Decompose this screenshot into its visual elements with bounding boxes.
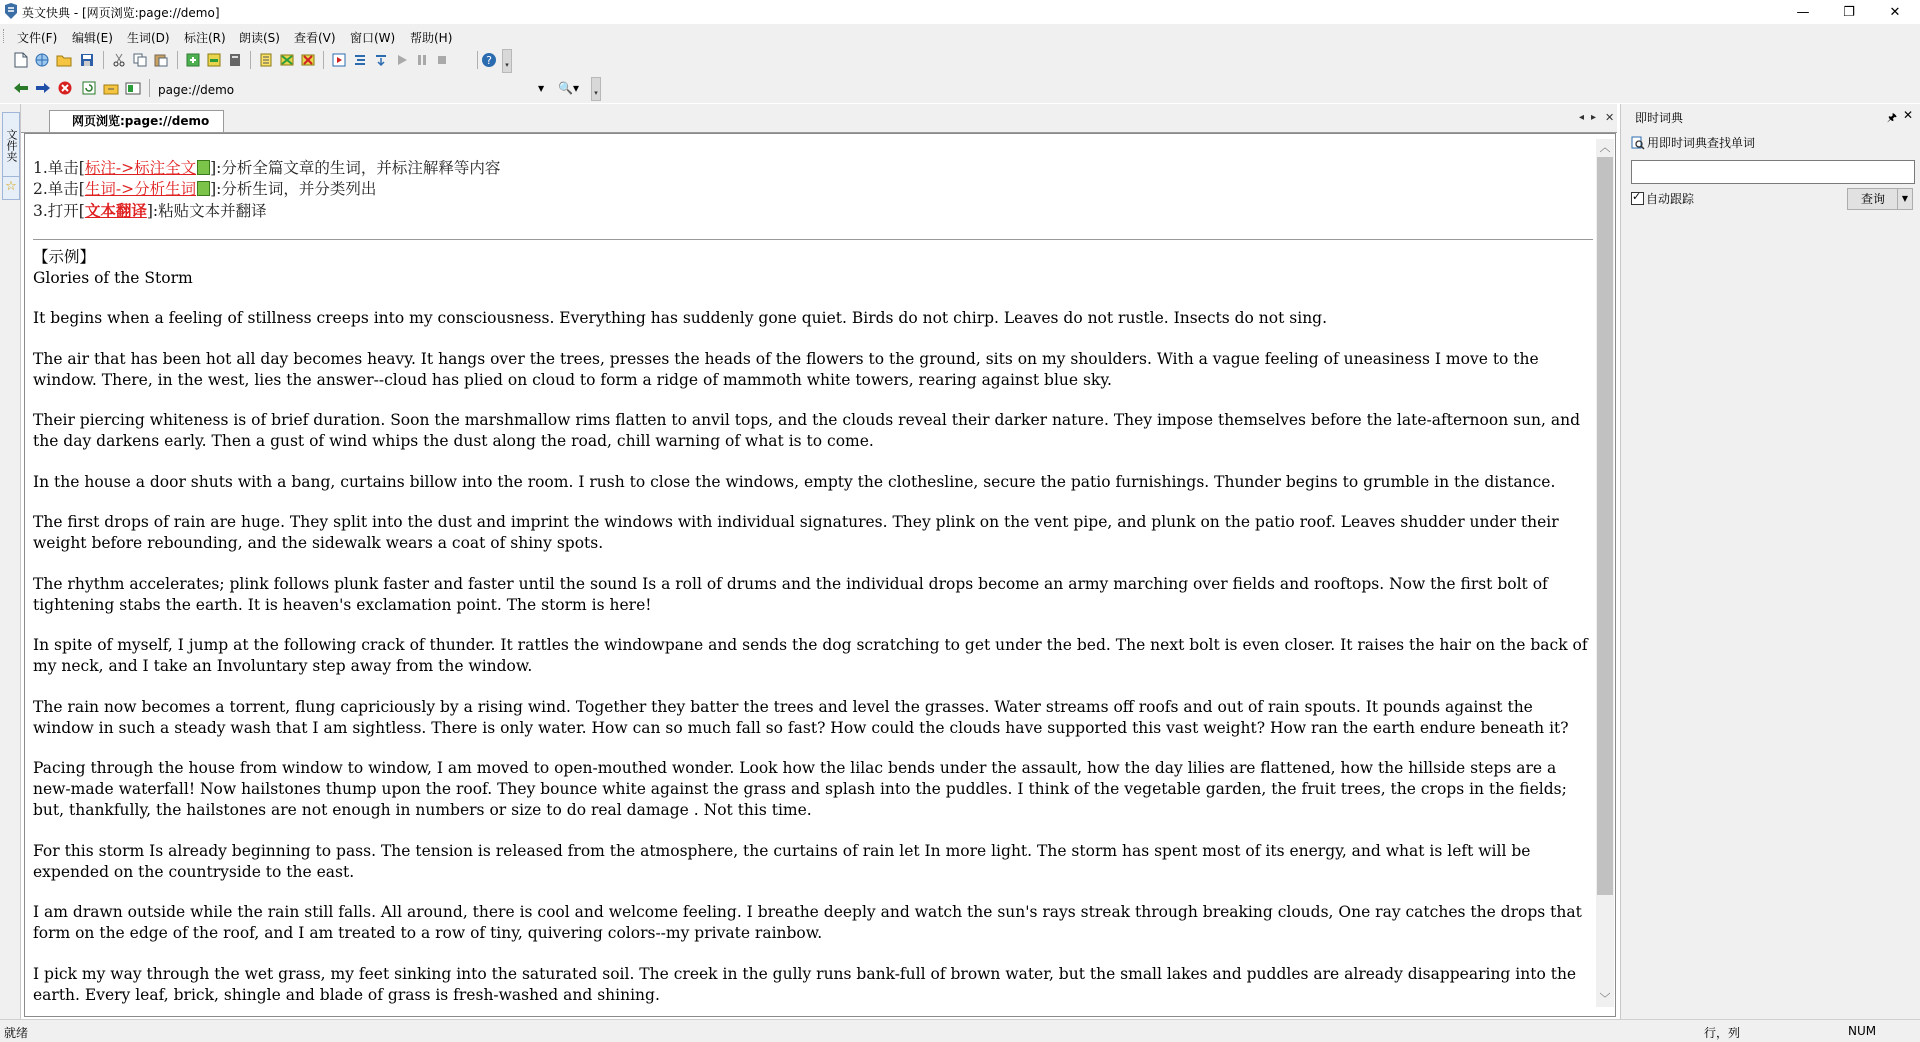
num-lock-indicator: NUM bbox=[1848, 1024, 1877, 1038]
web-view bbox=[24, 133, 1616, 1017]
instruction-3 bbox=[33, 200, 1593, 222]
dictionary-hint bbox=[1631, 134, 1755, 151]
annotate-all-link[interactable]: 标注->标注全文 bbox=[84, 159, 197, 177]
analyze-words-link[interactable]: 生词->分析生词 bbox=[84, 180, 197, 198]
svg-text:?: ? bbox=[486, 54, 492, 67]
paragraph: The rhythm accelerates; plink follows plunk faster and faster until the sound Is a roll of drums and the individual drops become an army marching over fields and rooftops. Now the first bolt of tightening stabs the earth. It is heaven's exclamation point. The storm is here! bbox=[33, 574, 1548, 614]
favorites-star-tab[interactable]: ☆ bbox=[2, 176, 20, 200]
address-input[interactable]: page://demo bbox=[156, 80, 550, 100]
window-title: 英文快典 - [网页浏览:page://demo] bbox=[22, 6, 220, 20]
help-icon[interactable] bbox=[480, 51, 498, 69]
tab-close-icon[interactable]: ✕ bbox=[1605, 111, 1615, 124]
document-tab-strip bbox=[21, 104, 1617, 133]
back-arrow-icon[interactable] bbox=[12, 79, 30, 97]
instruction-prefix: 1.单击[ bbox=[33, 159, 85, 177]
auto-track-label: 自动跟踪 bbox=[1646, 192, 1695, 206]
menu-grip[interactable] bbox=[3, 29, 7, 43]
stop-icon[interactable] bbox=[433, 51, 451, 69]
paragraph: Pacing through the house from window to window, I am moved to open-mouthed wonder. Look how the lilac bends under the assault, how the day lilies are flattened, how the hillside steps are a new-made waterfall! Now hailstones thump upon the roof. They bounce white against the grass and splash into the puddles. I think of the vegetable garden, the fruit trees, the crops in the fields; but, thankfully, the hailstones are not enough in numbers or size to do real damage . Not this time. bbox=[33, 759, 1567, 819]
menu-window[interactable]: 窗口(W) bbox=[350, 31, 396, 45]
example-label: 【示例】 bbox=[33, 248, 96, 266]
favorites-icon[interactable] bbox=[124, 79, 142, 97]
pin-icon[interactable]: 🖈 bbox=[1886, 111, 1897, 124]
paragraph: In the house a door shuts with a bang, curtains billow into the room. I rush to close the windows, empty the clothesline, secure the patio furnishings. Thunder begins to grumble in the distance. bbox=[33, 472, 1556, 491]
new-file-icon[interactable] bbox=[12, 51, 30, 69]
tab-next-icon[interactable]: ▸ bbox=[1591, 112, 1597, 123]
tab-prev-icon[interactable]: ◂ bbox=[1579, 112, 1585, 123]
scroll-thumb[interactable] bbox=[1597, 157, 1613, 895]
menu-edit[interactable]: 编辑(E) bbox=[72, 31, 113, 45]
annotate-icon[interactable] bbox=[257, 51, 275, 69]
dictionary-search-icon bbox=[1631, 136, 1645, 150]
menu-bar bbox=[0, 25, 1920, 47]
panel-header bbox=[1621, 104, 1920, 128]
pause-icon[interactable] bbox=[413, 51, 431, 69]
paragraph: For this storm Is already beginning to pass. The tension is released from the atmosphere, the curtains of rain let In more light. The storm has spent most of its energy, and what is left will be expended on the countryside to the east. bbox=[33, 841, 1531, 881]
paragraph: In spite of myself, I jump at the following crack of thunder. It rattles the windowpane and sends the dog scratching to get under the bed. The next bolt is even closer. It raises the hair on the back of my neck, and I take an Involuntary step away from the window. bbox=[33, 636, 1588, 675]
auto-track-checkbox[interactable] bbox=[1631, 190, 1694, 207]
toolbar-overflow-icon[interactable]: ▾ bbox=[502, 49, 512, 73]
wordbook-icon[interactable] bbox=[226, 51, 244, 69]
menu-help[interactable]: 帮助(H) bbox=[410, 31, 453, 45]
menu-words[interactable]: 生词(D) bbox=[127, 31, 170, 45]
paragraph: The rain now becomes a torrent, flung capriciously by a rising wind. Together they batter the trees and level the grasses. Water streams off roofs and out of rain spouts. It pounds against the window in such a steady wash that I am sightless. There is only water. How can so much fall so fast? How could the clouds have supported this vast weight? How ran the earth endure beneath it? bbox=[33, 697, 1569, 737]
toolbar-separator bbox=[323, 51, 324, 69]
instruction-prefix: 2.单击[ bbox=[33, 180, 85, 198]
menu-file[interactable]: 文件(F) bbox=[17, 31, 58, 45]
instant-dictionary-panel bbox=[1620, 104, 1920, 1019]
clear-annotation-icon[interactable] bbox=[299, 51, 317, 69]
save-icon[interactable] bbox=[78, 51, 96, 69]
status-text: 就绪 bbox=[4, 1026, 29, 1040]
left-side-bar bbox=[0, 104, 21, 1019]
read-sentence-icon[interactable] bbox=[372, 51, 390, 69]
divider bbox=[33, 239, 1593, 240]
read-paragraph-icon[interactable] bbox=[351, 51, 369, 69]
open-folder-icon[interactable] bbox=[55, 51, 73, 69]
toolbar-separator bbox=[477, 51, 478, 69]
address-toolbar-overflow-icon[interactable]: ▾ bbox=[591, 77, 601, 101]
lookup-dropdown-icon[interactable]: ▼ bbox=[1897, 188, 1913, 210]
paragraph: I pick my way through the wet grass, my feet sinking into the saturated soil. The creek in the gully runs bank-full of brown water, but the small lakes and puddles are already disappearing into the earth. Every leaf, brick, shingle and blade of grass is fresh-washed and shining. bbox=[33, 964, 1577, 1004]
toolbar-separator bbox=[177, 51, 178, 69]
paragraph: Their piercing whiteness is of brief duration. Soon the marshmallow rims flatten to anvil tops, and the clouds reveal their darker nature. They impose themselves before the late-afternoon sun, and the day darkens early. Then a gust of wind whips the dust along the road, chill warning of what is to come. bbox=[33, 411, 1581, 450]
main-toolbar bbox=[0, 47, 1920, 73]
open-web-icon[interactable] bbox=[33, 51, 51, 69]
book-icon bbox=[197, 181, 210, 196]
instruction-2 bbox=[33, 179, 1593, 200]
copy-icon[interactable] bbox=[131, 51, 149, 69]
menu-read[interactable]: 朗读(S) bbox=[239, 31, 280, 45]
toolbar-separator bbox=[103, 51, 104, 69]
cut-icon[interactable] bbox=[110, 51, 128, 69]
paragraph: I am drawn outside while the rain still falls. All around, there is cool and welcome feeling. I breathe deeply and watch the sun's rays streak through breaking clouds, One ray catches the drops that form on the edge of the roof, and I am treated to a row of tiny, quivering colors--my private rainbow. bbox=[33, 903, 1582, 942]
panel-title: 即时词典 bbox=[1635, 111, 1684, 125]
play-icon[interactable] bbox=[393, 51, 411, 69]
address-dropdown-icon[interactable]: ▼ bbox=[538, 84, 545, 93]
scroll-up-icon[interactable]: ︿ bbox=[1599, 141, 1611, 154]
scroll-down-icon[interactable]: ﹀ bbox=[1599, 992, 1611, 1005]
checkbox-checked-icon[interactable] bbox=[1631, 192, 1644, 205]
stop-load-icon[interactable] bbox=[56, 79, 74, 97]
dictionary-search-input[interactable] bbox=[1631, 160, 1915, 184]
paragraph: It begins when a feeling of stillness creeps into my consciousness. Everything has suddenly gone quiet. Birds do not chirp. Leaves do not rustle. Insects do not sing. bbox=[33, 309, 1328, 327]
word-list-icon[interactable] bbox=[205, 51, 223, 69]
tab-web-browse[interactable]: 网页浏览:page://demo bbox=[49, 110, 224, 132]
close-window-button[interactable]: ✕ bbox=[1889, 4, 1901, 20]
read-text-icon[interactable] bbox=[330, 51, 348, 69]
add-word-icon[interactable] bbox=[184, 51, 202, 69]
status-bar bbox=[0, 1019, 1920, 1042]
toolbar-separator bbox=[250, 51, 251, 69]
highlight-icon[interactable] bbox=[278, 51, 296, 69]
menu-annotate[interactable]: 标注(R) bbox=[184, 31, 226, 45]
story-title: Glories of the Storm bbox=[33, 269, 193, 287]
forward-arrow-icon[interactable] bbox=[34, 79, 52, 97]
page-content bbox=[33, 140, 1593, 1006]
instructions bbox=[33, 158, 1593, 222]
toolbar-separator bbox=[149, 79, 150, 97]
vertical-scrollbar[interactable] bbox=[1596, 139, 1614, 1007]
title-bar bbox=[0, 0, 1920, 25]
refresh-icon[interactable] bbox=[80, 79, 98, 97]
search-icon[interactable]: 🔍▾ bbox=[558, 81, 579, 95]
instruction-text: ]:粘贴文本并翻译 bbox=[146, 202, 267, 220]
home-icon[interactable] bbox=[102, 79, 120, 97]
instruction-text: ]:分析生词，并分类列出 bbox=[210, 180, 377, 198]
book-icon bbox=[197, 160, 210, 175]
instruction-text: ]:分析全篇文章的生词，并标注解释等内容 bbox=[210, 159, 501, 177]
folder-tab[interactable]: 文件夹 bbox=[2, 112, 20, 178]
menu-view[interactable]: 查看(V) bbox=[294, 31, 336, 45]
maximize-button[interactable]: ❐ bbox=[1843, 4, 1855, 20]
paragraph: The first drops of rain are huge. They split into the dust and imprint the windows with individual signatures. They plink on the vent pipe, and plunk on the patio roof. Leaves shudder under their weight before rebounding, and the sidewalk wears a coat of shiny spots. bbox=[33, 513, 1559, 552]
app-logo-icon bbox=[4, 3, 18, 19]
cursor-position: 行，列 bbox=[1704, 1026, 1741, 1040]
lookup-button[interactable]: 查询 bbox=[1847, 188, 1899, 210]
instruction-1 bbox=[33, 158, 1593, 179]
paragraph: The air that has been hot all day becomes heavy. It hangs over the trees, presses the heads of the flowers to the ground, sits on my shoulders. With a vague feeling of uneasiness I move to the window. There, in the west, lies the answer--cloud has plied on cloud to form a ridge of mammoth white towers, rearing against blue sky. bbox=[33, 349, 1539, 389]
paste-icon[interactable] bbox=[152, 51, 170, 69]
text-translate-link[interactable]: 文本翻译 bbox=[84, 201, 147, 220]
instruction-prefix: 3.打开[ bbox=[33, 202, 85, 220]
panel-close-icon[interactable]: ✕ bbox=[1902, 108, 1913, 122]
hint-text: 用即时词典查找单词 bbox=[1647, 136, 1756, 150]
minimize-button[interactable]: — bbox=[1796, 4, 1810, 20]
